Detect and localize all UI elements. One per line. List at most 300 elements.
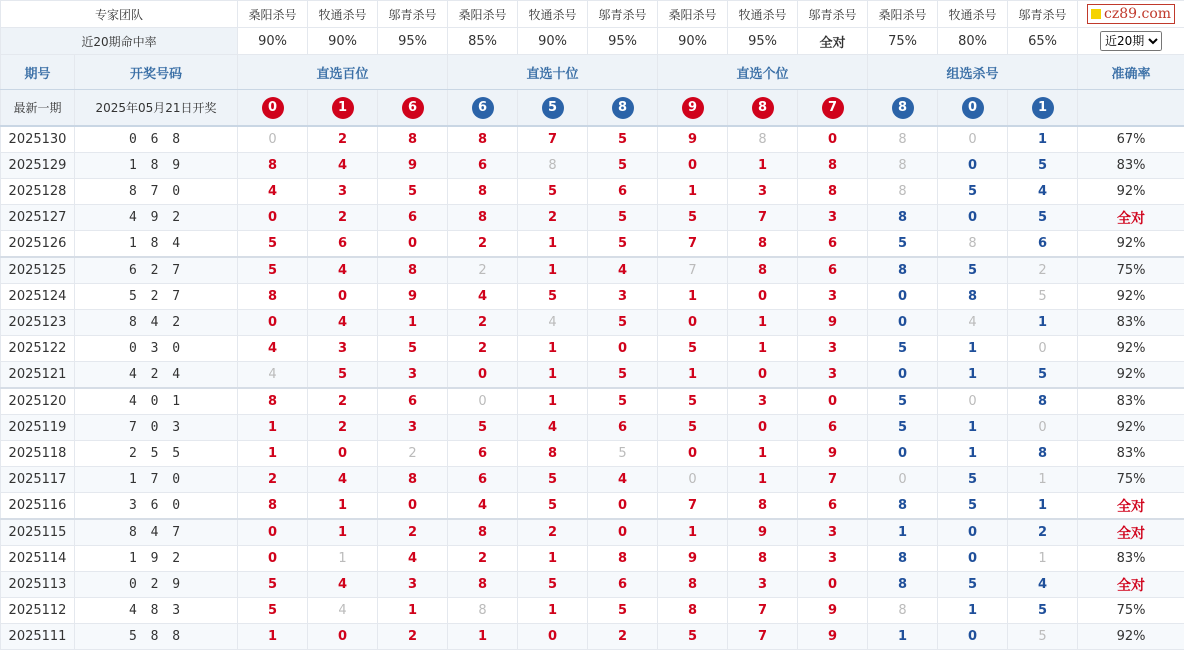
kill-number-cell: 5 xyxy=(1008,153,1078,179)
kill-number-cell: 0 xyxy=(938,205,1008,231)
kill-number-cell: 4 xyxy=(238,362,308,389)
kill-number-cell: 1 xyxy=(1008,546,1078,572)
kill-number-cell: 1 xyxy=(308,519,378,546)
kill-number-cell: 1 xyxy=(518,336,588,362)
table-row xyxy=(1,572,1184,598)
kill-number-cell: 0 xyxy=(938,388,1008,415)
accuracy-cell: 全对 xyxy=(1078,572,1184,598)
kill-number-cell: 8 xyxy=(868,257,938,284)
latest-accuracy xyxy=(1078,90,1184,127)
kill-number-cell: 2 xyxy=(518,205,588,231)
kill-number-cell: 1 xyxy=(448,624,518,650)
table-row xyxy=(1,388,1184,415)
period-cell: 2025119 xyxy=(1,415,75,441)
kill-ball: 8 xyxy=(892,97,914,119)
kill-number-cell: 7 xyxy=(518,126,588,153)
col-accuracy: 准确率 xyxy=(1078,55,1184,90)
kill-number-cell: 4 xyxy=(448,493,518,520)
kill-number-cell: 8 xyxy=(868,572,938,598)
table-row xyxy=(1,284,1184,310)
kill-number-cell: 8 xyxy=(1008,441,1078,467)
kill-number-cell: 7 xyxy=(658,493,728,520)
draw-number-cell: 5 8 8 xyxy=(75,624,238,650)
kill-number-cell: 0 xyxy=(238,310,308,336)
kill-number-cell: 2 xyxy=(308,205,378,231)
kill-number-cell: 3 xyxy=(798,205,868,231)
draw-number-cell: 8 4 2 xyxy=(75,310,238,336)
kill-number-cell: 1 xyxy=(938,415,1008,441)
kill-number-cell: 8 xyxy=(728,257,798,284)
draw-number-cell: 6 2 7 xyxy=(75,257,238,284)
kill-number-cell: 7 xyxy=(728,205,798,231)
kill-ball: 0 xyxy=(262,97,284,119)
kill-number-cell: 9 xyxy=(378,284,448,310)
kill-number-cell: 2 xyxy=(448,257,518,284)
kill-number-cell: 0 xyxy=(308,441,378,467)
kill-number-cell: 1 xyxy=(238,415,308,441)
accuracy-cell: 83% xyxy=(1078,546,1184,572)
kill-number-cell: 9 xyxy=(378,153,448,179)
kill-number-cell: 5 xyxy=(658,624,728,650)
period-cell: 2025117 xyxy=(1,467,75,493)
kill-ball: 9 xyxy=(682,97,704,119)
accuracy-cell: 75% xyxy=(1078,467,1184,493)
period-cell: 2025115 xyxy=(1,519,75,546)
kill-number-cell: 5 xyxy=(588,441,658,467)
kill-number-cell: 1 xyxy=(238,441,308,467)
kill-number-cell: 6 xyxy=(378,388,448,415)
draw-number-cell: 3 6 0 xyxy=(75,493,238,520)
kill-number-cell: 8 xyxy=(448,179,518,205)
kill-number-cell: 0 xyxy=(798,126,868,153)
kill-number-cell: 0 xyxy=(378,231,448,258)
kill-number-cell: 6 xyxy=(1008,231,1078,258)
kill-number-cell: 4 xyxy=(518,415,588,441)
kill-number-cell: 5 xyxy=(518,467,588,493)
kill-number-cell: 5 xyxy=(378,336,448,362)
kill-number-cell: 1 xyxy=(658,519,728,546)
kill-number-cell: 0 xyxy=(1008,415,1078,441)
period-range-select[interactable] xyxy=(1100,31,1162,51)
kill-number-cell: 7 xyxy=(658,231,728,258)
kill-number-cell: 3 xyxy=(378,415,448,441)
kill-number-cell: 0 xyxy=(588,519,658,546)
col-tens: 直选十位 xyxy=(448,55,658,90)
kill-number-cell: 8 xyxy=(728,546,798,572)
draw-number-cell: 0 3 0 xyxy=(75,336,238,362)
kill-number-cell: 5 xyxy=(238,598,308,624)
period-cell: 2025123 xyxy=(1,310,75,336)
expert-name: 邬青杀号 xyxy=(588,1,658,28)
expert-team-label: 专家团队 xyxy=(1,1,238,28)
kill-number-cell: 2 xyxy=(308,388,378,415)
kill-number-cell: 5 xyxy=(238,257,308,284)
kill-number-cell: 5 xyxy=(1008,598,1078,624)
kill-number-cell: 1 xyxy=(308,546,378,572)
kill-number-cell: 5 xyxy=(238,231,308,258)
draw-number-cell: 4 0 1 xyxy=(75,388,238,415)
kill-number-cell: 5 xyxy=(1008,362,1078,389)
accuracy-cell: 92% xyxy=(1078,179,1184,205)
kill-number-cell: 5 xyxy=(658,205,728,231)
table-row xyxy=(1,310,1184,336)
table-row xyxy=(1,257,1184,284)
period-cell: 2025122 xyxy=(1,336,75,362)
table-row xyxy=(1,126,1184,153)
hit-rate: 85% xyxy=(448,28,518,55)
period-cell: 2025111 xyxy=(1,624,75,650)
kill-number-cell: 2 xyxy=(448,310,518,336)
kill-number-cell: 9 xyxy=(658,546,728,572)
accuracy-cell: 83% xyxy=(1078,153,1184,179)
kill-number-cell: 8 xyxy=(378,257,448,284)
kill-number-cell: 0 xyxy=(378,493,448,520)
kill-number-cell: 5 xyxy=(938,257,1008,284)
hit-rate: 90% xyxy=(658,28,728,55)
kill-number-cell: 1 xyxy=(1008,467,1078,493)
kill-number-cell: 5 xyxy=(518,572,588,598)
kill-ball: 1 xyxy=(332,97,354,119)
kill-number-cell: 4 xyxy=(308,572,378,598)
accuracy-cell: 67% xyxy=(1078,126,1184,153)
table-row xyxy=(1,546,1184,572)
kill-number-cell: 1 xyxy=(658,362,728,389)
kill-number-cell: 8 xyxy=(868,546,938,572)
kill-number-cell: 1 xyxy=(238,624,308,650)
kill-number-cell: 0 xyxy=(938,519,1008,546)
kill-number-cell: 0 xyxy=(448,388,518,415)
period-select-cell xyxy=(1078,28,1184,55)
kill-number-cell: 8 xyxy=(238,284,308,310)
kill-number-cell: 1 xyxy=(728,153,798,179)
expert-name: 邬青杀号 xyxy=(378,1,448,28)
kill-number-cell: 4 xyxy=(308,598,378,624)
expert-name: 邬青杀号 xyxy=(1008,1,1078,28)
kill-number-cell: 8 xyxy=(868,493,938,520)
kill-number-cell: 8 xyxy=(588,546,658,572)
kill-number-cell: 3 xyxy=(378,362,448,389)
logo-square-icon xyxy=(1091,9,1101,19)
kill-number-cell: 6 xyxy=(588,415,658,441)
expert-name: 牧通杀号 xyxy=(938,1,1008,28)
kill-number-cell: 6 xyxy=(448,467,518,493)
period-cell: 2025113 xyxy=(1,572,75,598)
kill-number-cell: 8 xyxy=(448,205,518,231)
kill-number-cell: 2 xyxy=(308,415,378,441)
period-cell: 2025120 xyxy=(1,388,75,415)
kill-number-cell: 0 xyxy=(868,284,938,310)
kill-number-cell: 1 xyxy=(938,336,1008,362)
kill-number-cell: 6 xyxy=(798,493,868,520)
accuracy-cell: 全对 xyxy=(1078,493,1184,520)
hit-rate: 95% xyxy=(728,28,798,55)
kill-number-cell: 8 xyxy=(868,153,938,179)
kill-number-cell: 2 xyxy=(1008,257,1078,284)
kill-number-cell: 0 xyxy=(868,467,938,493)
table-row xyxy=(1,205,1184,231)
kill-number-cell: 0 xyxy=(308,624,378,650)
kill-ball: 1 xyxy=(1032,97,1054,119)
kill-number-cell: 8 xyxy=(378,467,448,493)
kill-number-cell: 2 xyxy=(378,624,448,650)
kill-number-cell: 7 xyxy=(658,257,728,284)
kill-ball: 6 xyxy=(402,97,424,119)
kill-number-cell: 2 xyxy=(448,336,518,362)
hit-rate: 65% xyxy=(1008,28,1078,55)
kill-number-cell: 2 xyxy=(588,624,658,650)
period-cell: 2025130 xyxy=(1,126,75,153)
kill-number-cell: 8 xyxy=(238,153,308,179)
kill-number-cell: 0 xyxy=(868,310,938,336)
kill-number-cell: 4 xyxy=(588,257,658,284)
kill-number-cell: 0 xyxy=(658,310,728,336)
hit-rate: 80% xyxy=(938,28,1008,55)
hit-rate: 90% xyxy=(518,28,588,55)
kill-number-cell: 0 xyxy=(518,624,588,650)
kill-number-cell: 5 xyxy=(938,493,1008,520)
kill-number-cell: 3 xyxy=(728,388,798,415)
kill-number-cell: 3 xyxy=(588,284,658,310)
kill-number-cell: 1 xyxy=(378,598,448,624)
logo-cell xyxy=(1078,1,1184,28)
kill-number-cell: 0 xyxy=(938,153,1008,179)
kill-number-cell: 1 xyxy=(728,310,798,336)
kill-number-cell: 9 xyxy=(798,598,868,624)
kill-number-cell: 8 xyxy=(448,572,518,598)
col-units: 直选个位 xyxy=(658,55,868,90)
accuracy-cell: 75% xyxy=(1078,598,1184,624)
kill-number-cell: 2 xyxy=(378,441,448,467)
draw-number-cell: 4 8 3 xyxy=(75,598,238,624)
kill-number-cell: 8 xyxy=(378,126,448,153)
hit-rate: 全对 xyxy=(798,28,868,55)
kill-number-cell: 4 xyxy=(1008,572,1078,598)
expert-name: 桑阳杀号 xyxy=(448,1,518,28)
kill-number-cell: 6 xyxy=(378,205,448,231)
draw-number-cell: 7 0 3 xyxy=(75,415,238,441)
kill-number-cell: 4 xyxy=(588,467,658,493)
table-row xyxy=(1,519,1184,546)
logo-text: cz89.com xyxy=(1104,6,1171,22)
kill-number-cell: 8 xyxy=(658,572,728,598)
draw-number-cell: 8 7 0 xyxy=(75,179,238,205)
kill-number-cell: 5 xyxy=(658,415,728,441)
kill-number-cell: 5 xyxy=(658,388,728,415)
kill-number-cell: 0 xyxy=(238,205,308,231)
hit-rate: 75% xyxy=(868,28,938,55)
expert-name: 桑阳杀号 xyxy=(238,1,308,28)
accuracy-cell: 全对 xyxy=(1078,519,1184,546)
kill-number-cell: 8 xyxy=(868,179,938,205)
kill-number-cell: 8 xyxy=(938,231,1008,258)
kill-number-cell: 0 xyxy=(448,362,518,389)
kill-ball: 8 xyxy=(752,97,774,119)
table-row xyxy=(1,179,1184,205)
kill-number-cell: 6 xyxy=(588,179,658,205)
kill-number-cell: 7 xyxy=(728,598,798,624)
kill-number-cell: 3 xyxy=(378,572,448,598)
kill-number-cell: 6 xyxy=(588,572,658,598)
kill-number-cell: 5 xyxy=(448,415,518,441)
col-period: 期号 xyxy=(1,55,75,90)
kill-number-cell: 2 xyxy=(448,546,518,572)
accuracy-cell: 92% xyxy=(1078,415,1184,441)
kill-number-cell: 8 xyxy=(238,388,308,415)
kill-number-cell: 9 xyxy=(798,441,868,467)
kill-number-cell: 2 xyxy=(518,519,588,546)
kill-number-cell: 5 xyxy=(938,572,1008,598)
kill-number-cell: 1 xyxy=(378,310,448,336)
kill-number-cell: 1 xyxy=(518,231,588,258)
kill-number-cell: 7 xyxy=(728,624,798,650)
kill-number-cell: 5 xyxy=(1008,284,1078,310)
col-group: 组选杀号 xyxy=(868,55,1078,90)
kill-number-cell: 5 xyxy=(588,388,658,415)
kill-number-cell: 2 xyxy=(308,126,378,153)
kill-number-cell: 0 xyxy=(868,362,938,389)
draw-number-cell: 2 5 5 xyxy=(75,441,238,467)
kill-number-cell: 3 xyxy=(798,519,868,546)
latest-label: 最新一期 xyxy=(1,90,75,127)
kill-number-cell: 1 xyxy=(868,624,938,650)
draw-number-cell: 1 9 2 xyxy=(75,546,238,572)
period-cell: 2025121 xyxy=(1,362,75,389)
kill-number-cell: 5 xyxy=(938,467,1008,493)
kill-number-cell: 2 xyxy=(238,467,308,493)
kill-number-cell: 0 xyxy=(938,546,1008,572)
expert-name: 邬青杀号 xyxy=(798,1,868,28)
kill-number-cell: 8 xyxy=(728,493,798,520)
kill-number-cell: 1 xyxy=(1008,493,1078,520)
kill-ball: 8 xyxy=(612,97,634,119)
kill-number-cell: 8 xyxy=(518,441,588,467)
kill-number-cell: 3 xyxy=(308,336,378,362)
kill-number-cell: 4 xyxy=(308,153,378,179)
draw-number-cell: 8 4 7 xyxy=(75,519,238,546)
kill-number-cell: 1 xyxy=(938,441,1008,467)
kill-number-cell: 0 xyxy=(238,126,308,153)
kill-number-cell: 7 xyxy=(798,467,868,493)
kill-number-cell: 1 xyxy=(518,257,588,284)
accuracy-cell: 83% xyxy=(1078,310,1184,336)
kill-number-cell: 0 xyxy=(798,388,868,415)
kill-number-cell: 5 xyxy=(588,598,658,624)
draw-number-cell: 4 2 4 xyxy=(75,362,238,389)
kill-number-cell: 1 xyxy=(1008,126,1078,153)
period-cell: 2025124 xyxy=(1,284,75,310)
period-cell: 2025114 xyxy=(1,546,75,572)
kill-number-cell: 0 xyxy=(658,467,728,493)
kill-number-cell: 5 xyxy=(518,284,588,310)
kill-number-cell: 0 xyxy=(938,126,1008,153)
kill-number-cell: 0 xyxy=(588,336,658,362)
period-cell: 2025127 xyxy=(1,205,75,231)
period-cell: 2025126 xyxy=(1,231,75,258)
kill-number-cell: 1 xyxy=(868,519,938,546)
site-logo[interactable] xyxy=(1087,4,1175,24)
kill-number-cell: 9 xyxy=(798,624,868,650)
kill-ball: 5 xyxy=(542,97,564,119)
kill-number-cell: 8 xyxy=(448,519,518,546)
kill-number-cell: 6 xyxy=(798,231,868,258)
table-row xyxy=(1,441,1184,467)
kill-number-cell: 5 xyxy=(868,231,938,258)
kill-number-cell: 9 xyxy=(798,310,868,336)
kill-number-cell: 5 xyxy=(868,388,938,415)
kill-number-cell: 5 xyxy=(308,362,378,389)
kill-number-cell: 1 xyxy=(728,467,798,493)
period-cell: 2025128 xyxy=(1,179,75,205)
kill-number-cell: 1 xyxy=(658,284,728,310)
draw-number-cell: 0 6 8 xyxy=(75,126,238,153)
table-row xyxy=(1,598,1184,624)
accuracy-cell: 83% xyxy=(1078,388,1184,415)
kill-number-cell: 1 xyxy=(658,179,728,205)
hit-rate: 90% xyxy=(308,28,378,55)
table-row xyxy=(1,362,1184,389)
expert-name: 牧通杀号 xyxy=(308,1,378,28)
kill-number-cell: 6 xyxy=(448,153,518,179)
draw-number-cell: 4 9 2 xyxy=(75,205,238,231)
kill-number-cell: 0 xyxy=(658,153,728,179)
kill-number-cell: 4 xyxy=(308,310,378,336)
kill-number-cell: 4 xyxy=(378,546,448,572)
period-cell: 2025112 xyxy=(1,598,75,624)
accuracy-cell: 92% xyxy=(1078,362,1184,389)
kill-number-cell: 0 xyxy=(308,284,378,310)
kill-number-cell: 5 xyxy=(518,179,588,205)
kill-number-cell: 8 xyxy=(448,598,518,624)
kill-number-cell: 8 xyxy=(1008,388,1078,415)
kill-number-cell: 5 xyxy=(1008,624,1078,650)
kill-number-cell: 1 xyxy=(938,362,1008,389)
kill-number-cell: 0 xyxy=(728,362,798,389)
kill-number-cell: 5 xyxy=(238,572,308,598)
kill-number-cell: 8 xyxy=(728,231,798,258)
kill-number-cell: 0 xyxy=(868,441,938,467)
draw-number-cell: 0 2 9 xyxy=(75,572,238,598)
kill-number-cell: 1 xyxy=(728,441,798,467)
accuracy-cell: 83% xyxy=(1078,441,1184,467)
hit-rate: 95% xyxy=(378,28,448,55)
table-row xyxy=(1,336,1184,362)
kill-number-cell: 8 xyxy=(448,126,518,153)
kill-number-cell: 1 xyxy=(518,546,588,572)
kill-number-cell: 0 xyxy=(728,415,798,441)
kill-number-cell: 0 xyxy=(238,519,308,546)
kill-number-cell: 5 xyxy=(868,415,938,441)
kill-number-cell: 0 xyxy=(588,493,658,520)
hit-rate: 95% xyxy=(588,28,658,55)
kill-number-cell: 5 xyxy=(1008,205,1078,231)
kill-number-cell: 3 xyxy=(798,284,868,310)
kill-number-cell: 8 xyxy=(798,179,868,205)
kill-number-cell: 1 xyxy=(518,598,588,624)
kill-number-cell: 9 xyxy=(658,126,728,153)
kill-number-cell: 1 xyxy=(308,493,378,520)
latest-row xyxy=(1,90,1184,127)
kill-number-cell: 0 xyxy=(798,572,868,598)
kill-number-cell: 8 xyxy=(658,598,728,624)
kill-ball: 7 xyxy=(822,97,844,119)
col-draw: 开奖号码 xyxy=(75,55,238,90)
kill-number-cell: 4 xyxy=(448,284,518,310)
kill-number-cell: 0 xyxy=(238,546,308,572)
kill-number-cell: 0 xyxy=(938,624,1008,650)
kill-number-cell: 0 xyxy=(1008,336,1078,362)
table-row xyxy=(1,493,1184,520)
kill-number-cell: 5 xyxy=(588,153,658,179)
